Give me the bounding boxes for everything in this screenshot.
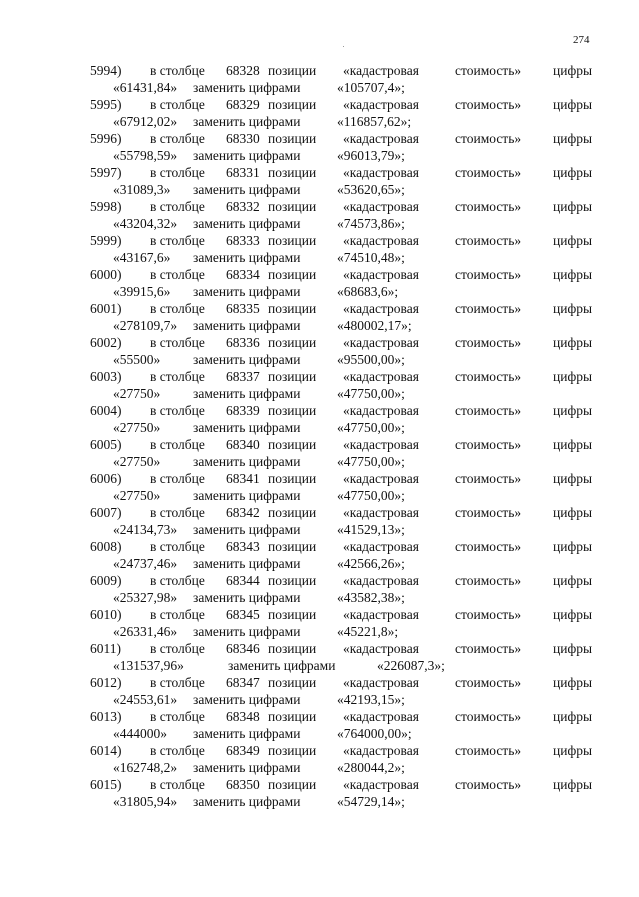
in-column-label: в столбце (150, 709, 205, 724)
replace-label: заменить цифрами (193, 726, 301, 741)
item-number: 5996) (90, 131, 122, 146)
replace-label: заменить цифрами (193, 760, 301, 775)
value-label: стоимость» (455, 777, 522, 792)
position-number: 68342 (226, 505, 260, 520)
positions-label: позиции (268, 641, 317, 656)
entry-line-1 (0, 572, 639, 589)
entry-line-1 (0, 164, 639, 181)
cadastral-label: «кадастровая (343, 573, 419, 588)
value-label: стоимость» (455, 743, 522, 758)
list-item (0, 572, 639, 606)
entry-line-2 (0, 623, 639, 640)
in-column-label: в столбце (150, 403, 205, 418)
entry-line-2 (0, 385, 639, 402)
position-number: 68329 (226, 97, 260, 112)
replace-label: заменить цифрами (193, 420, 301, 435)
entry-line-1 (0, 266, 639, 283)
new-value: «53620,65»; (337, 182, 405, 197)
list-item (0, 164, 639, 198)
item-number: 6001) (90, 301, 122, 316)
old-value: «61431,84» (113, 80, 178, 95)
digits-label: цифры (553, 437, 593, 452)
replace-label: заменить цифрами (193, 386, 301, 401)
digits-label: цифры (553, 335, 593, 350)
in-column-label: в столбце (150, 505, 205, 520)
value-label: стоимость» (455, 641, 522, 656)
old-value: «27750» (113, 454, 161, 469)
entry-line-2 (0, 555, 639, 572)
position-number: 68332 (226, 199, 260, 214)
replace-label: заменить цифрами (193, 250, 301, 265)
value-label: стоимость» (455, 539, 522, 554)
position-number: 68334 (226, 267, 260, 282)
list-item (0, 742, 639, 776)
list-item (0, 674, 639, 708)
digits-label: цифры (553, 777, 593, 792)
digits-label: цифры (553, 709, 593, 724)
in-column-label: в столбце (150, 743, 205, 758)
positions-label: позиции (268, 777, 317, 792)
list-item (0, 504, 639, 538)
position-number: 68343 (226, 539, 260, 554)
value-label: стоимость» (455, 505, 522, 520)
new-value: «116857,62»; (337, 114, 412, 129)
entry-line-2 (0, 317, 639, 334)
positions-label: позиции (268, 403, 317, 418)
list-item (0, 96, 639, 130)
cadastral-label: «кадастровая (343, 301, 419, 316)
cadastral-label: «кадастровая (343, 335, 419, 350)
entry-line-1 (0, 402, 639, 419)
item-number: 6014) (90, 743, 122, 758)
old-value: «25327,98» (113, 590, 178, 605)
value-label: стоимость» (455, 335, 522, 350)
item-number: 6009) (90, 573, 122, 588)
entry-line-1 (0, 640, 639, 657)
old-value: «27750» (113, 420, 161, 435)
list-item (0, 776, 639, 810)
in-column-label: в столбце (150, 573, 205, 588)
entry-line-1 (0, 436, 639, 453)
new-value: «74510,48»; (337, 250, 405, 265)
positions-label: позиции (268, 607, 317, 622)
old-value: «131537,96» (113, 658, 184, 673)
replace-label: заменить цифрами (228, 658, 336, 673)
cadastral-label: «кадастровая (343, 607, 419, 622)
entry-line-2 (0, 351, 639, 368)
in-column-label: в столбце (150, 471, 205, 486)
value-label: стоимость» (455, 233, 522, 248)
position-number: 68350 (226, 777, 260, 792)
position-number: 68348 (226, 709, 260, 724)
value-label: стоимость» (455, 301, 522, 316)
entry-line-1 (0, 742, 639, 759)
value-label: стоимость» (455, 369, 522, 384)
cadastral-label: «кадастровая (343, 471, 419, 486)
cadastral-label: «кадастровая (343, 199, 419, 214)
replace-label: заменить цифрами (193, 148, 301, 163)
positions-label: позиции (268, 675, 317, 690)
new-value: «42193,15»; (337, 692, 405, 707)
old-value: «55798,59» (113, 148, 178, 163)
position-number: 68341 (226, 471, 260, 486)
replace-label: заменить цифрами (193, 556, 301, 571)
new-value: «68683,6»; (337, 284, 399, 299)
old-value: «43167,6» (113, 250, 171, 265)
digits-label: цифры (553, 267, 593, 282)
digits-label: цифры (553, 199, 593, 214)
old-value: «24134,73» (113, 522, 178, 537)
value-label: стоимость» (455, 97, 522, 112)
entry-line-1 (0, 300, 639, 317)
positions-label: позиции (268, 505, 317, 520)
position-number: 68330 (226, 131, 260, 146)
cadastral-label: «кадастровая (343, 131, 419, 146)
entry-line-2 (0, 589, 639, 606)
positions-label: позиции (268, 369, 317, 384)
value-label: стоимость» (455, 165, 522, 180)
list-item (0, 334, 639, 368)
digits-label: цифры (553, 471, 593, 486)
digits-label: цифры (553, 607, 593, 622)
new-value: «54729,14»; (337, 794, 405, 809)
entry-line-1 (0, 368, 639, 385)
in-column-label: в столбце (150, 233, 205, 248)
digits-label: цифры (553, 573, 593, 588)
in-column-label: в столбце (150, 777, 205, 792)
amendment-list (0, 62, 639, 810)
in-column-label: в столбце (150, 97, 205, 112)
in-column-label: в столбце (150, 437, 205, 452)
replace-label: заменить цифрами (193, 454, 301, 469)
item-number: 5995) (90, 97, 122, 112)
in-column-label: в столбце (150, 301, 205, 316)
cadastral-label: «кадастровая (343, 233, 419, 248)
positions-label: позиции (268, 539, 317, 554)
value-label: стоимость» (455, 403, 522, 418)
replace-label: заменить цифрами (193, 488, 301, 503)
scan-speck (343, 46, 344, 47)
positions-label: позиции (268, 437, 317, 452)
in-column-label: в столбце (150, 165, 205, 180)
value-label: стоимость» (455, 471, 522, 486)
entry-line-2 (0, 487, 639, 504)
positions-label: позиции (268, 63, 317, 78)
old-value: «278109,7» (113, 318, 178, 333)
entry-line-2 (0, 113, 639, 130)
entry-line-2 (0, 419, 639, 436)
old-value: «444000» (113, 726, 167, 741)
list-item (0, 708, 639, 742)
item-number: 6000) (90, 267, 122, 282)
in-column-label: в столбце (150, 607, 205, 622)
list-item (0, 402, 639, 436)
entry-line-1 (0, 470, 639, 487)
value-label: стоимость» (455, 675, 522, 690)
list-item (0, 470, 639, 504)
digits-label: цифры (553, 403, 593, 418)
old-value: «162748,2» (113, 760, 178, 775)
new-value: «226087,3»; (377, 658, 445, 673)
value-label: стоимость» (455, 709, 522, 724)
old-value: «55500» (113, 352, 161, 367)
digits-label: цифры (553, 369, 593, 384)
new-value: «74573,86»; (337, 216, 405, 231)
digits-label: цифры (553, 97, 593, 112)
positions-label: позиции (268, 199, 317, 214)
positions-label: позиции (268, 573, 317, 588)
old-value: «27750» (113, 386, 161, 401)
entry-line-2 (0, 759, 639, 776)
cadastral-label: «кадастровая (343, 63, 419, 78)
cadastral-label: «кадастровая (343, 641, 419, 656)
position-number: 68335 (226, 301, 260, 316)
position-number: 68328 (226, 63, 260, 78)
item-number: 6006) (90, 471, 122, 486)
list-item (0, 130, 639, 164)
replace-label: заменить цифрами (193, 522, 301, 537)
value-label: стоимость» (455, 267, 522, 282)
entry-line-2 (0, 657, 639, 674)
list-item (0, 232, 639, 266)
old-value: «24553,61» (113, 692, 178, 707)
position-number: 68345 (226, 607, 260, 622)
positions-label: позиции (268, 709, 317, 724)
entry-line-2 (0, 147, 639, 164)
new-value: «42566,26»; (337, 556, 405, 571)
entry-line-1 (0, 62, 639, 79)
entry-line-1 (0, 96, 639, 113)
in-column-label: в столбце (150, 641, 205, 656)
positions-label: позиции (268, 233, 317, 248)
item-number: 5997) (90, 165, 122, 180)
positions-label: позиции (268, 471, 317, 486)
entry-line-2 (0, 521, 639, 538)
replace-label: заменить цифрами (193, 114, 301, 129)
cadastral-label: «кадастровая (343, 505, 419, 520)
replace-label: заменить цифрами (193, 216, 301, 231)
old-value: «43204,32» (113, 216, 178, 231)
new-value: «280044,2»; (337, 760, 405, 775)
list-item (0, 62, 639, 96)
positions-label: позиции (268, 743, 317, 758)
digits-label: цифры (553, 641, 593, 656)
new-value: «480002,17»; (337, 318, 412, 333)
cadastral-label: «кадастровая (343, 539, 419, 554)
entry-line-1 (0, 776, 639, 793)
digits-label: цифры (553, 63, 593, 78)
position-number: 68331 (226, 165, 260, 180)
in-column-label: в столбце (150, 199, 205, 214)
entry-line-1 (0, 130, 639, 147)
position-number: 68336 (226, 335, 260, 350)
cadastral-label: «кадастровая (343, 267, 419, 282)
entry-line-1 (0, 334, 639, 351)
item-number: 6005) (90, 437, 122, 452)
old-value: «39915,6» (113, 284, 171, 299)
replace-label: заменить цифрами (193, 318, 301, 333)
entry-line-2 (0, 793, 639, 810)
cadastral-label: «кадастровая (343, 743, 419, 758)
in-column-label: в столбце (150, 63, 205, 78)
cadastral-label: «кадастровая (343, 675, 419, 690)
position-number: 68340 (226, 437, 260, 452)
entry-line-2 (0, 79, 639, 96)
entry-line-2 (0, 249, 639, 266)
old-value: «67912,02» (113, 114, 178, 129)
entry-line-1 (0, 198, 639, 215)
cadastral-label: «кадастровая (343, 97, 419, 112)
replace-label: заменить цифрами (193, 692, 301, 707)
value-label: стоимость» (455, 63, 522, 78)
new-value: «47750,00»; (337, 488, 405, 503)
value-label: стоимость» (455, 131, 522, 146)
cadastral-label: «кадастровая (343, 165, 419, 180)
digits-label: цифры (553, 743, 593, 758)
in-column-label: в столбце (150, 335, 205, 350)
old-value: «31805,94» (113, 794, 178, 809)
position-number: 68337 (226, 369, 260, 384)
positions-label: позиции (268, 131, 317, 146)
position-number: 68347 (226, 675, 260, 690)
list-item (0, 436, 639, 470)
new-value: «47750,00»; (337, 386, 405, 401)
entry-line-1 (0, 538, 639, 555)
positions-label: позиции (268, 97, 317, 112)
item-number: 5999) (90, 233, 122, 248)
replace-label: заменить цифрами (193, 352, 301, 367)
item-number: 6011) (90, 641, 121, 656)
page-number: 274 (573, 34, 590, 46)
digits-label: цифры (553, 165, 593, 180)
replace-label: заменить цифрами (193, 624, 301, 639)
new-value: «96013,79»; (337, 148, 405, 163)
old-value: «31089,3» (113, 182, 171, 197)
value-label: стоимость» (455, 573, 522, 588)
entry-line-1 (0, 606, 639, 623)
cadastral-label: «кадастровая (343, 369, 419, 384)
list-item (0, 266, 639, 300)
replace-label: заменить цифрами (193, 794, 301, 809)
entry-line-2 (0, 725, 639, 742)
digits-label: цифры (553, 505, 593, 520)
digits-label: цифры (553, 301, 593, 316)
value-label: стоимость» (455, 607, 522, 622)
cadastral-label: «кадастровая (343, 403, 419, 418)
item-number: 6007) (90, 505, 122, 520)
new-value: «47750,00»; (337, 420, 405, 435)
entry-line-1 (0, 674, 639, 691)
entry-line-1 (0, 232, 639, 249)
item-number: 6012) (90, 675, 122, 690)
new-value: «43582,38»; (337, 590, 405, 605)
list-item (0, 300, 639, 334)
cadastral-label: «кадастровая (343, 437, 419, 452)
in-column-label: в столбце (150, 369, 205, 384)
item-number: 6003) (90, 369, 122, 384)
replace-label: заменить цифрами (193, 80, 301, 95)
item-number: 6002) (90, 335, 122, 350)
old-value: «26331,46» (113, 624, 178, 639)
position-number: 68333 (226, 233, 260, 248)
value-label: стоимость» (455, 437, 522, 452)
position-number: 68339 (226, 403, 260, 418)
list-item (0, 538, 639, 572)
new-value: «47750,00»; (337, 454, 405, 469)
entry-line-2 (0, 453, 639, 470)
positions-label: позиции (268, 165, 317, 180)
cadastral-label: «кадастровая (343, 709, 419, 724)
list-item (0, 640, 639, 674)
in-column-label: в столбце (150, 131, 205, 146)
entry-line-2 (0, 181, 639, 198)
list-item (0, 368, 639, 402)
digits-label: цифры (553, 131, 593, 146)
replace-label: заменить цифрами (193, 590, 301, 605)
new-value: «764000,00»; (337, 726, 412, 741)
old-value: «24737,46» (113, 556, 178, 571)
positions-label: позиции (268, 301, 317, 316)
new-value: «45221,8»; (337, 624, 399, 639)
positions-label: позиции (268, 335, 317, 350)
new-value: «95500,00»; (337, 352, 405, 367)
entry-line-2 (0, 215, 639, 232)
list-item (0, 606, 639, 640)
item-number: 6010) (90, 607, 122, 622)
replace-label: заменить цифрами (193, 182, 301, 197)
position-number: 68346 (226, 641, 260, 656)
digits-label: цифры (553, 233, 593, 248)
positions-label: позиции (268, 267, 317, 282)
position-number: 68349 (226, 743, 260, 758)
old-value: «27750» (113, 488, 161, 503)
item-number: 5994) (90, 63, 122, 78)
list-item (0, 198, 639, 232)
position-number: 68344 (226, 573, 260, 588)
in-column-label: в столбце (150, 675, 205, 690)
entry-line-2 (0, 283, 639, 300)
value-label: стоимость» (455, 199, 522, 214)
entry-line-1 (0, 504, 639, 521)
item-number: 6004) (90, 403, 122, 418)
digits-label: цифры (553, 539, 593, 554)
item-number: 6013) (90, 709, 122, 724)
new-value: «41529,13»; (337, 522, 405, 537)
item-number: 6008) (90, 539, 122, 554)
entry-line-2 (0, 691, 639, 708)
cadastral-label: «кадастровая (343, 777, 419, 792)
new-value: «105707,4»; (337, 80, 405, 95)
item-number: 5998) (90, 199, 122, 214)
replace-label: заменить цифрами (193, 284, 301, 299)
in-column-label: в столбце (150, 539, 205, 554)
item-number: 6015) (90, 777, 122, 792)
entry-line-1 (0, 708, 639, 725)
in-column-label: в столбце (150, 267, 205, 282)
digits-label: цифры (553, 675, 593, 690)
